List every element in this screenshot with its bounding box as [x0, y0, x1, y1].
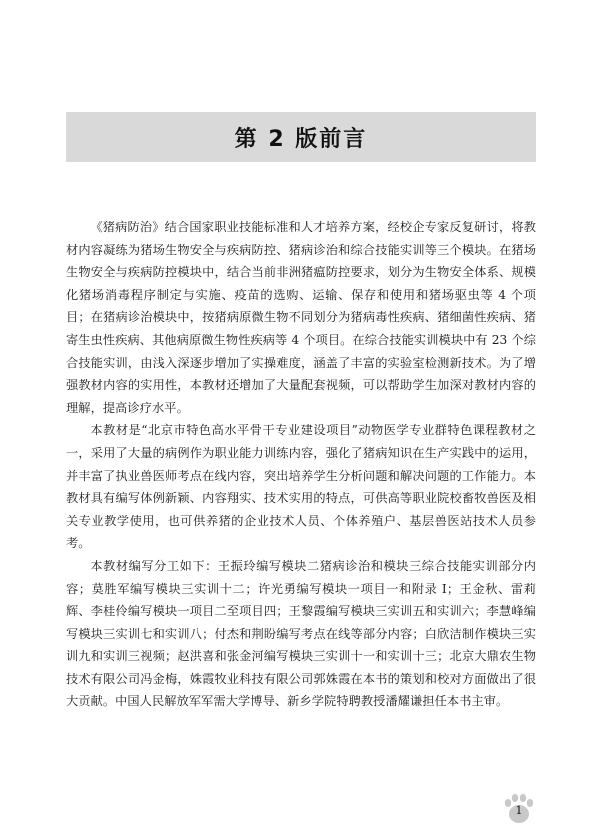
- title-band: [66, 112, 536, 162]
- preface-body: [66, 216, 536, 713]
- page-number: 1: [515, 804, 523, 817]
- page-number-badge: [502, 792, 536, 826]
- paragraph-2: 本教材是“北京市特色高水平骨干专业建设项目”动物医学专业群特色课程教材之一，采用了大量的病例作为职业能力训练内容，强化了猪病知识在生产实践中的运用，并丰富了执业兽医师考点在线内容，突出培养学生分析问题和解决问题的工作能力。本教材具有编写体例新颖、内容翔实、技术实用的特点，可供高等职业院校畜牧兽医及相关专业教学使用，也可供养猪的企业技术人员、个体养殖户、基层兽医站技术人员参考。: [66, 423, 536, 551]
- paragraph-1: 《猪病防治》结合国家职业技能标准和人才培养方案，经校企专家反复研讨，将教材内容凝练为猪场生物安全与疾病防控、猪病诊治和综合技能实训等三个模块。在猪场生物安全与疾病防控模块中，结合当前非洲猪瘟防控要求，划分为生物安全体系、规模化猪场消毒程序制定与实施、疫苗的选购、运输、保存和使用和猪场驱虫等 4 个项目；在猪病诊治模块中，按猪病原微生物不同划分为猪病毒性疾病、猪细菌性疾病、猪寄生虫性疾病、其他病原微生物性疾病等 4 个项目。在综合技能实训模块中有 23 个综合技能实训，由浅入深逐步增加了实操难度，涵盖了丰富的实验室检测新技术。为了增强教材内容的实用性，本教材还增加了大量配套视频，可以帮助学生加深对教材内容的理解，提高诊疗水平。: [66, 220, 536, 415]
- paragraph-3: 本教材编写分工如下：王振玲编写模块二猪病诊治和模块三综合技能实训部分内容；莫胜军编写模块三实训十二；许光勇编写模块一项目一和附录 I；王金秋、雷莉辉、李桂伶编写模块一项目二至项目四；王黎霞编写模块三实训五和实训六；李慧峰编写模块三实训七和实训八；付杰和荆盼编写考点在线等部分内容；白欣洁制作模块三实训九和实训三视频；赵洪喜和张金河编写模块三实训十一和实训十三；北京大鼎农生物技术有限公司冯金梅，姝霞牧业科技有限公司郭姝霞在本书的策划和校对方面做出了很大贡献。中国人民解放军军需大学博导、新乡学院特聘教授潘耀谦担任本书主审。: [66, 558, 536, 709]
- page-title: 第 2 版前言: [234, 126, 368, 152]
